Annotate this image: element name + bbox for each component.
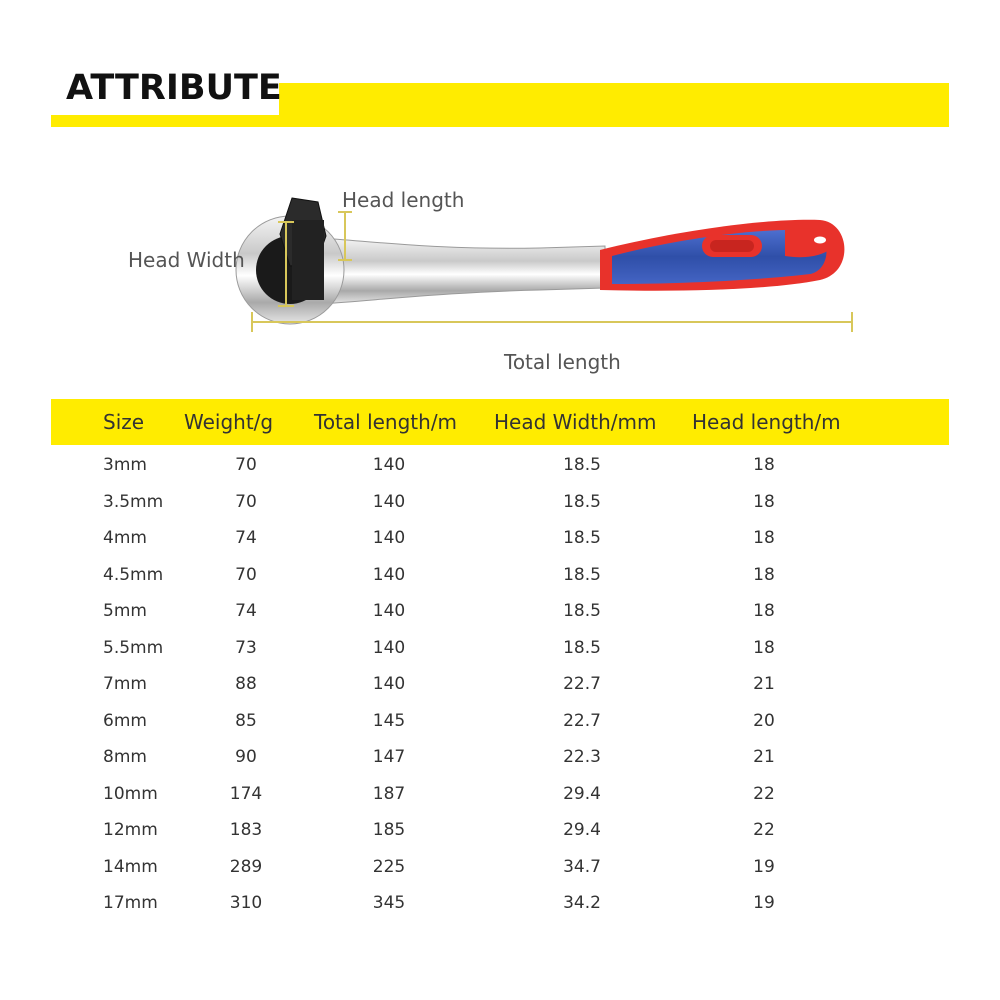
cell-head-width: 29.4 xyxy=(563,820,601,840)
wrench-shaft xyxy=(320,238,605,304)
table-row xyxy=(0,520,1000,557)
table-row xyxy=(0,703,1000,740)
cell-head-length: 18 xyxy=(753,601,775,621)
cell-head-length: 19 xyxy=(753,893,775,913)
cell-weight: 70 xyxy=(235,491,257,512)
cell-weight: 183 xyxy=(229,820,263,840)
cell-weight: 174 xyxy=(229,783,263,804)
head-length-label: Head length xyxy=(342,188,465,212)
cell-head-length: 22 xyxy=(753,820,775,840)
cell-weight: 74 xyxy=(235,528,257,548)
cell-total-length: 345 xyxy=(372,893,406,913)
cell-total-length: 140 xyxy=(372,455,406,475)
cell-size: 3.5mm xyxy=(103,491,164,512)
cell-weight: 70 xyxy=(235,455,257,475)
cell-head-width: 18.5 xyxy=(563,455,601,475)
column-header-head-length: Head length/m xyxy=(692,410,841,434)
table-row xyxy=(0,557,1000,594)
cell-size: 6mm xyxy=(103,710,147,731)
cell-head-length: 21 xyxy=(753,747,775,767)
column-header-size: Size xyxy=(103,410,145,434)
cell-size: 4.5mm xyxy=(103,564,164,585)
cell-total-length: 187 xyxy=(372,783,406,804)
cell-head-length: 19 xyxy=(753,856,775,877)
table-row xyxy=(0,484,1000,521)
cell-size: 5.5mm xyxy=(103,637,164,658)
cell-head-length: 18 xyxy=(753,564,775,585)
cell-size: 4mm xyxy=(103,528,147,548)
ratchet-wrench-illustration xyxy=(120,180,880,380)
cell-total-length: 140 xyxy=(372,564,406,585)
cell-weight: 310 xyxy=(229,893,263,913)
cell-head-width: 18.5 xyxy=(563,601,601,621)
cell-head-width: 18.5 xyxy=(563,637,601,658)
table-row xyxy=(0,776,1000,813)
cell-head-width: 22.7 xyxy=(563,710,601,731)
cell-size: 5mm xyxy=(103,601,147,621)
cell-head-length: 18 xyxy=(753,528,775,548)
cell-head-width: 18.5 xyxy=(563,564,601,585)
page-title: ATTRIBUTE xyxy=(66,68,282,108)
head-width-label: Head Width xyxy=(128,248,245,272)
table-row xyxy=(0,849,1000,886)
cell-head-length: 18 xyxy=(753,637,775,658)
cell-size: 3mm xyxy=(103,455,147,475)
cell-head-length: 21 xyxy=(753,674,775,694)
cell-size: 7mm xyxy=(103,674,147,694)
table-row xyxy=(0,812,1000,849)
cell-weight: 289 xyxy=(229,856,263,877)
cell-total-length: 140 xyxy=(372,491,406,512)
cell-weight: 88 xyxy=(235,674,257,694)
cell-total-length: 140 xyxy=(372,674,406,694)
cell-head-width: 18.5 xyxy=(563,491,601,512)
cell-total-length: 225 xyxy=(372,856,406,877)
cell-head-width: 34.2 xyxy=(563,893,601,913)
table-row xyxy=(0,593,1000,630)
cell-head-width: 34.7 xyxy=(563,856,601,877)
total-length-label: Total length xyxy=(504,350,621,374)
cell-total-length: 145 xyxy=(372,710,406,731)
table-row xyxy=(0,666,1000,703)
cell-weight: 70 xyxy=(235,564,257,585)
column-header-weight: Weight/g xyxy=(184,410,274,434)
cell-head-length: 20 xyxy=(753,710,775,731)
cell-size: 14mm xyxy=(103,856,158,877)
cell-size: 17mm xyxy=(103,893,158,913)
cell-total-length: 147 xyxy=(372,747,406,767)
cell-total-length: 140 xyxy=(372,601,406,621)
table-row xyxy=(0,739,1000,776)
cell-weight: 73 xyxy=(235,637,257,658)
cell-weight: 74 xyxy=(235,601,257,621)
cell-weight: 90 xyxy=(235,747,257,767)
cell-head-width: 18.5 xyxy=(563,528,601,548)
cell-size: 10mm xyxy=(103,783,158,804)
column-header-total-length: Total length/m xyxy=(314,410,458,434)
cell-head-length: 22 xyxy=(753,783,775,804)
cell-total-length: 140 xyxy=(372,528,406,548)
cell-head-width: 22.7 xyxy=(563,674,601,694)
cell-total-length: 140 xyxy=(372,637,406,658)
column-header-head-width: Head Width/mm xyxy=(494,410,657,434)
cell-head-width: 22.3 xyxy=(563,747,601,767)
spec-table-body xyxy=(0,447,1000,922)
cell-size: 12mm xyxy=(103,820,158,840)
table-row xyxy=(0,885,1000,922)
cell-size: 8mm xyxy=(103,747,147,767)
cell-head-length: 18 xyxy=(753,455,775,475)
table-row xyxy=(0,630,1000,667)
cell-weight: 85 xyxy=(235,710,257,731)
cell-head-width: 29.4 xyxy=(563,783,601,804)
table-row xyxy=(0,447,1000,484)
cell-total-length: 185 xyxy=(372,820,406,840)
cell-head-length: 18 xyxy=(753,491,775,512)
